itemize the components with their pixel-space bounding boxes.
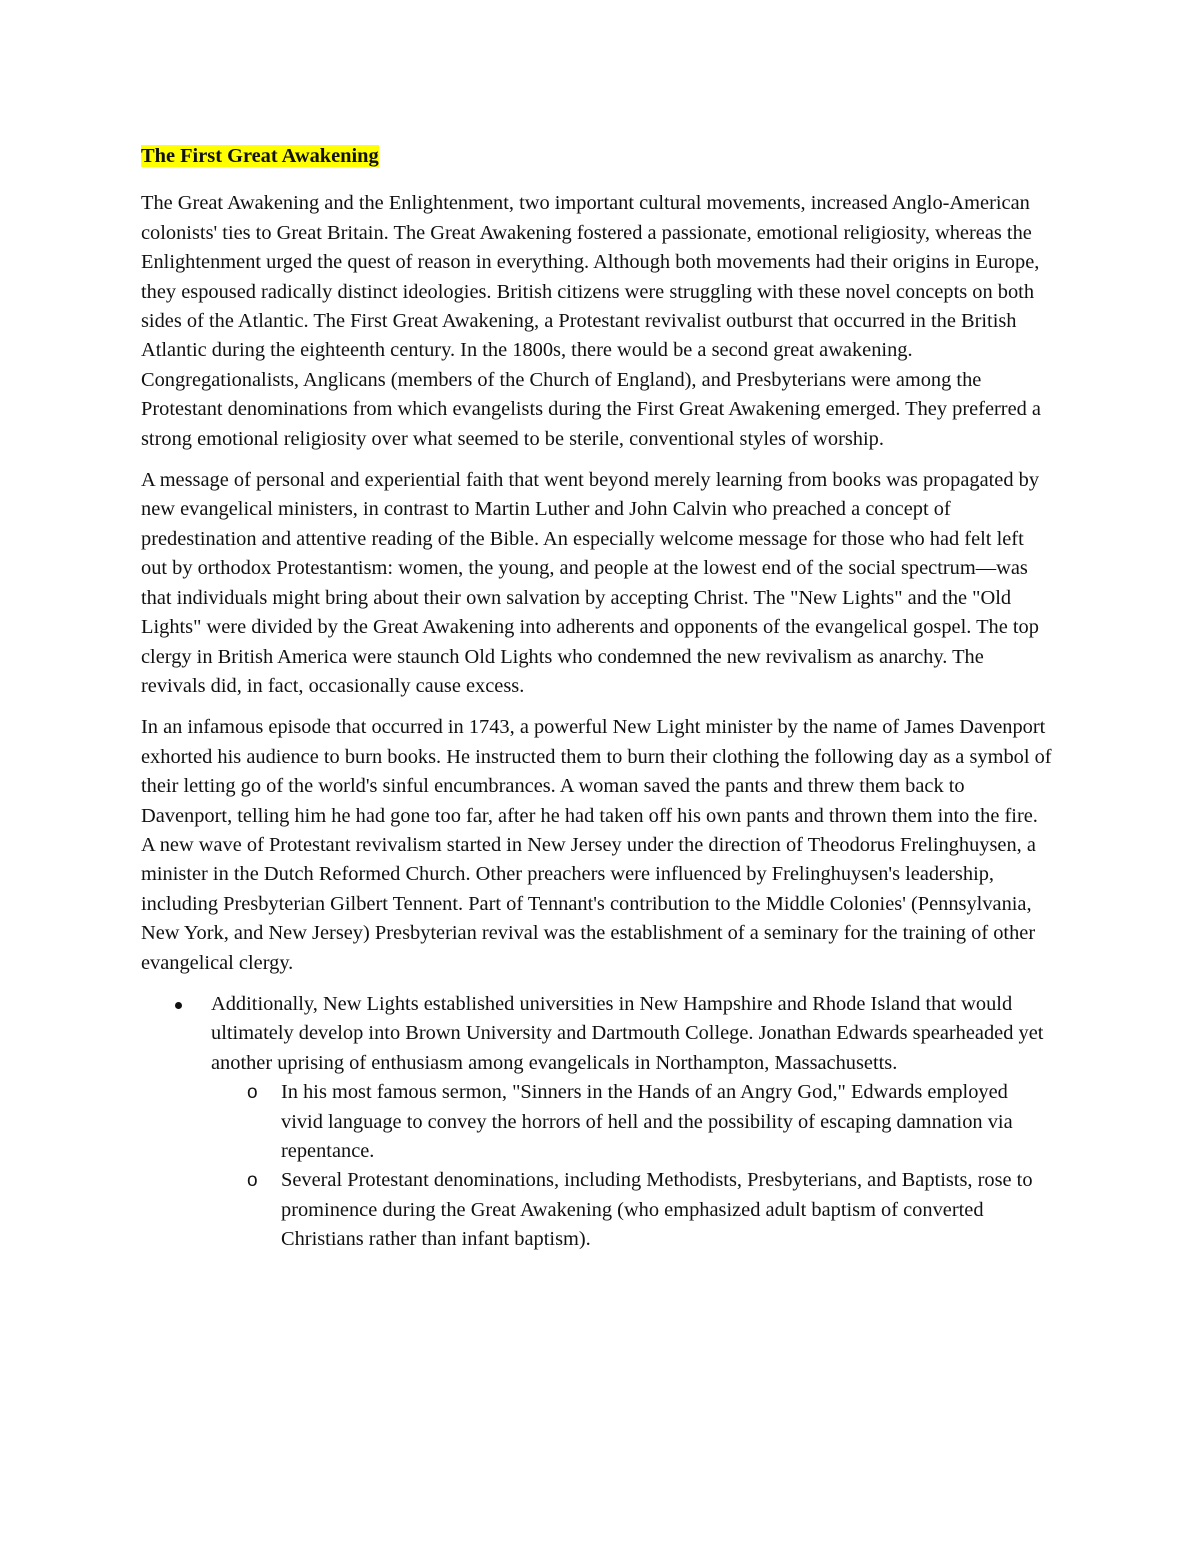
sub-bullet-list: [211, 1078, 1053, 1254]
document-body: [141, 142, 1053, 1255]
circle-bullet-icon: o: [247, 1082, 258, 1104]
bullet-list: [141, 990, 1053, 1255]
sub-bullet-item: [211, 1166, 1053, 1254]
paragraph-2: A message of personal and experiential faith that went beyond merely learning from books was propagated by new evangelical ministers, in contrast to Martin Luther and John Calvin who preached a concept of predestination and attentive reading of the Bible. An especially welcome message for those who had felt left out by orthodox Protestantism: women, the young, and people at the lowest end of the social spectrum—was that individuals might bring about their own salvation by accepting Christ. The "New Lights" and the "Old Lights" were divided by the Great Awakening into adherents and opponents of the evangelical gospel. The top clergy in British America were staunch Old Lights who condemned the new revivalism as anarchy. The revivals did, in fact, occasionally cause excess.: [141, 469, 1040, 697]
paragraph-1: The Great Awakening and the Enlightenment, two important cultural movements, increased Anglo-American colonists' ties to Great Britain. The Great Awakening fostered a passionate, emotional religiosity, whereas the Enlightenment urged the quest of reason in everything. Although both movements had their origins in Europe, they espoused radically distinct ideologies. British citizens were struggling with these novel concepts on both sides of the Atlantic. The First Great Awakening, a Protestant revivalist outburst that occurred in the British Atlantic during the eighteenth century. In the 1800s, there would be a second great awakening. Congregationalists, Anglicans (members of the Church of England), and Presbyterians were among the Protestant denominations from which evangelists during the First Great Awakening emerged. They preferred a strong emotional religiosity over what seemed to be sterile, conventional styles of worship.: [141, 192, 1041, 450]
title-highlight: The First Great Awakening: [141, 145, 379, 167]
sub-bullet-text: In his most famous sermon, "Sinners in the Hands of an Angry God," Edwards employed vivid language to convey the horrors of hell and the possibility of escaping damnation via repentance.: [281, 1081, 1013, 1162]
sub-bullet-item: [211, 1078, 1053, 1166]
document-title: [141, 142, 1053, 171]
circle-bullet-icon: o: [247, 1170, 258, 1192]
bullet-text: Additionally, New Lights established universities in New Hampshire and Rhode Island that would ultimately develop into Brown University and Dartmouth College. Jonathan Edwards spearheaded yet another uprising of enthusiasm among evangelicals in Northampton, Massachusetts.: [211, 992, 1044, 1074]
paragraph-3: In an infamous episode that occurred in 1743, a powerful New Light minister by the name of James Davenport exhorted his audience to burn books. He instructed them to burn their clothing the following day as a symbol of their letting go of the world's sinful encumbrances. A woman saved the pants and threw them back to Davenport, telling him he had gone too far, after he had taken off his own pants and thrown them into the fire. A new wave of Protestant revivalism started in New Jersey under the direction of Theodorus Frelinghuysen, a minister in the Dutch Reformed Church. Other preachers were influenced by Frelinghuysen's leadership, including Presbyterian Gilbert Tennent. Part of Tennant's contribution to the Middle Colonies' (Pennsylvania, New York, and New Jersey) Presbyterian revival was the establishment of a seminary for the training of other evangelical clergy.: [141, 716, 1052, 974]
bullet-dot-icon: [175, 1002, 182, 1009]
sub-bullet-text: Several Protestant denominations, including Methodists, Presbyterians, and Baptists, rose to prominence during the Great Awakening (who emphasized adult baptism of converted Christians rather than infant baptism).: [281, 1169, 1033, 1251]
bullet-item: [141, 990, 1053, 1255]
